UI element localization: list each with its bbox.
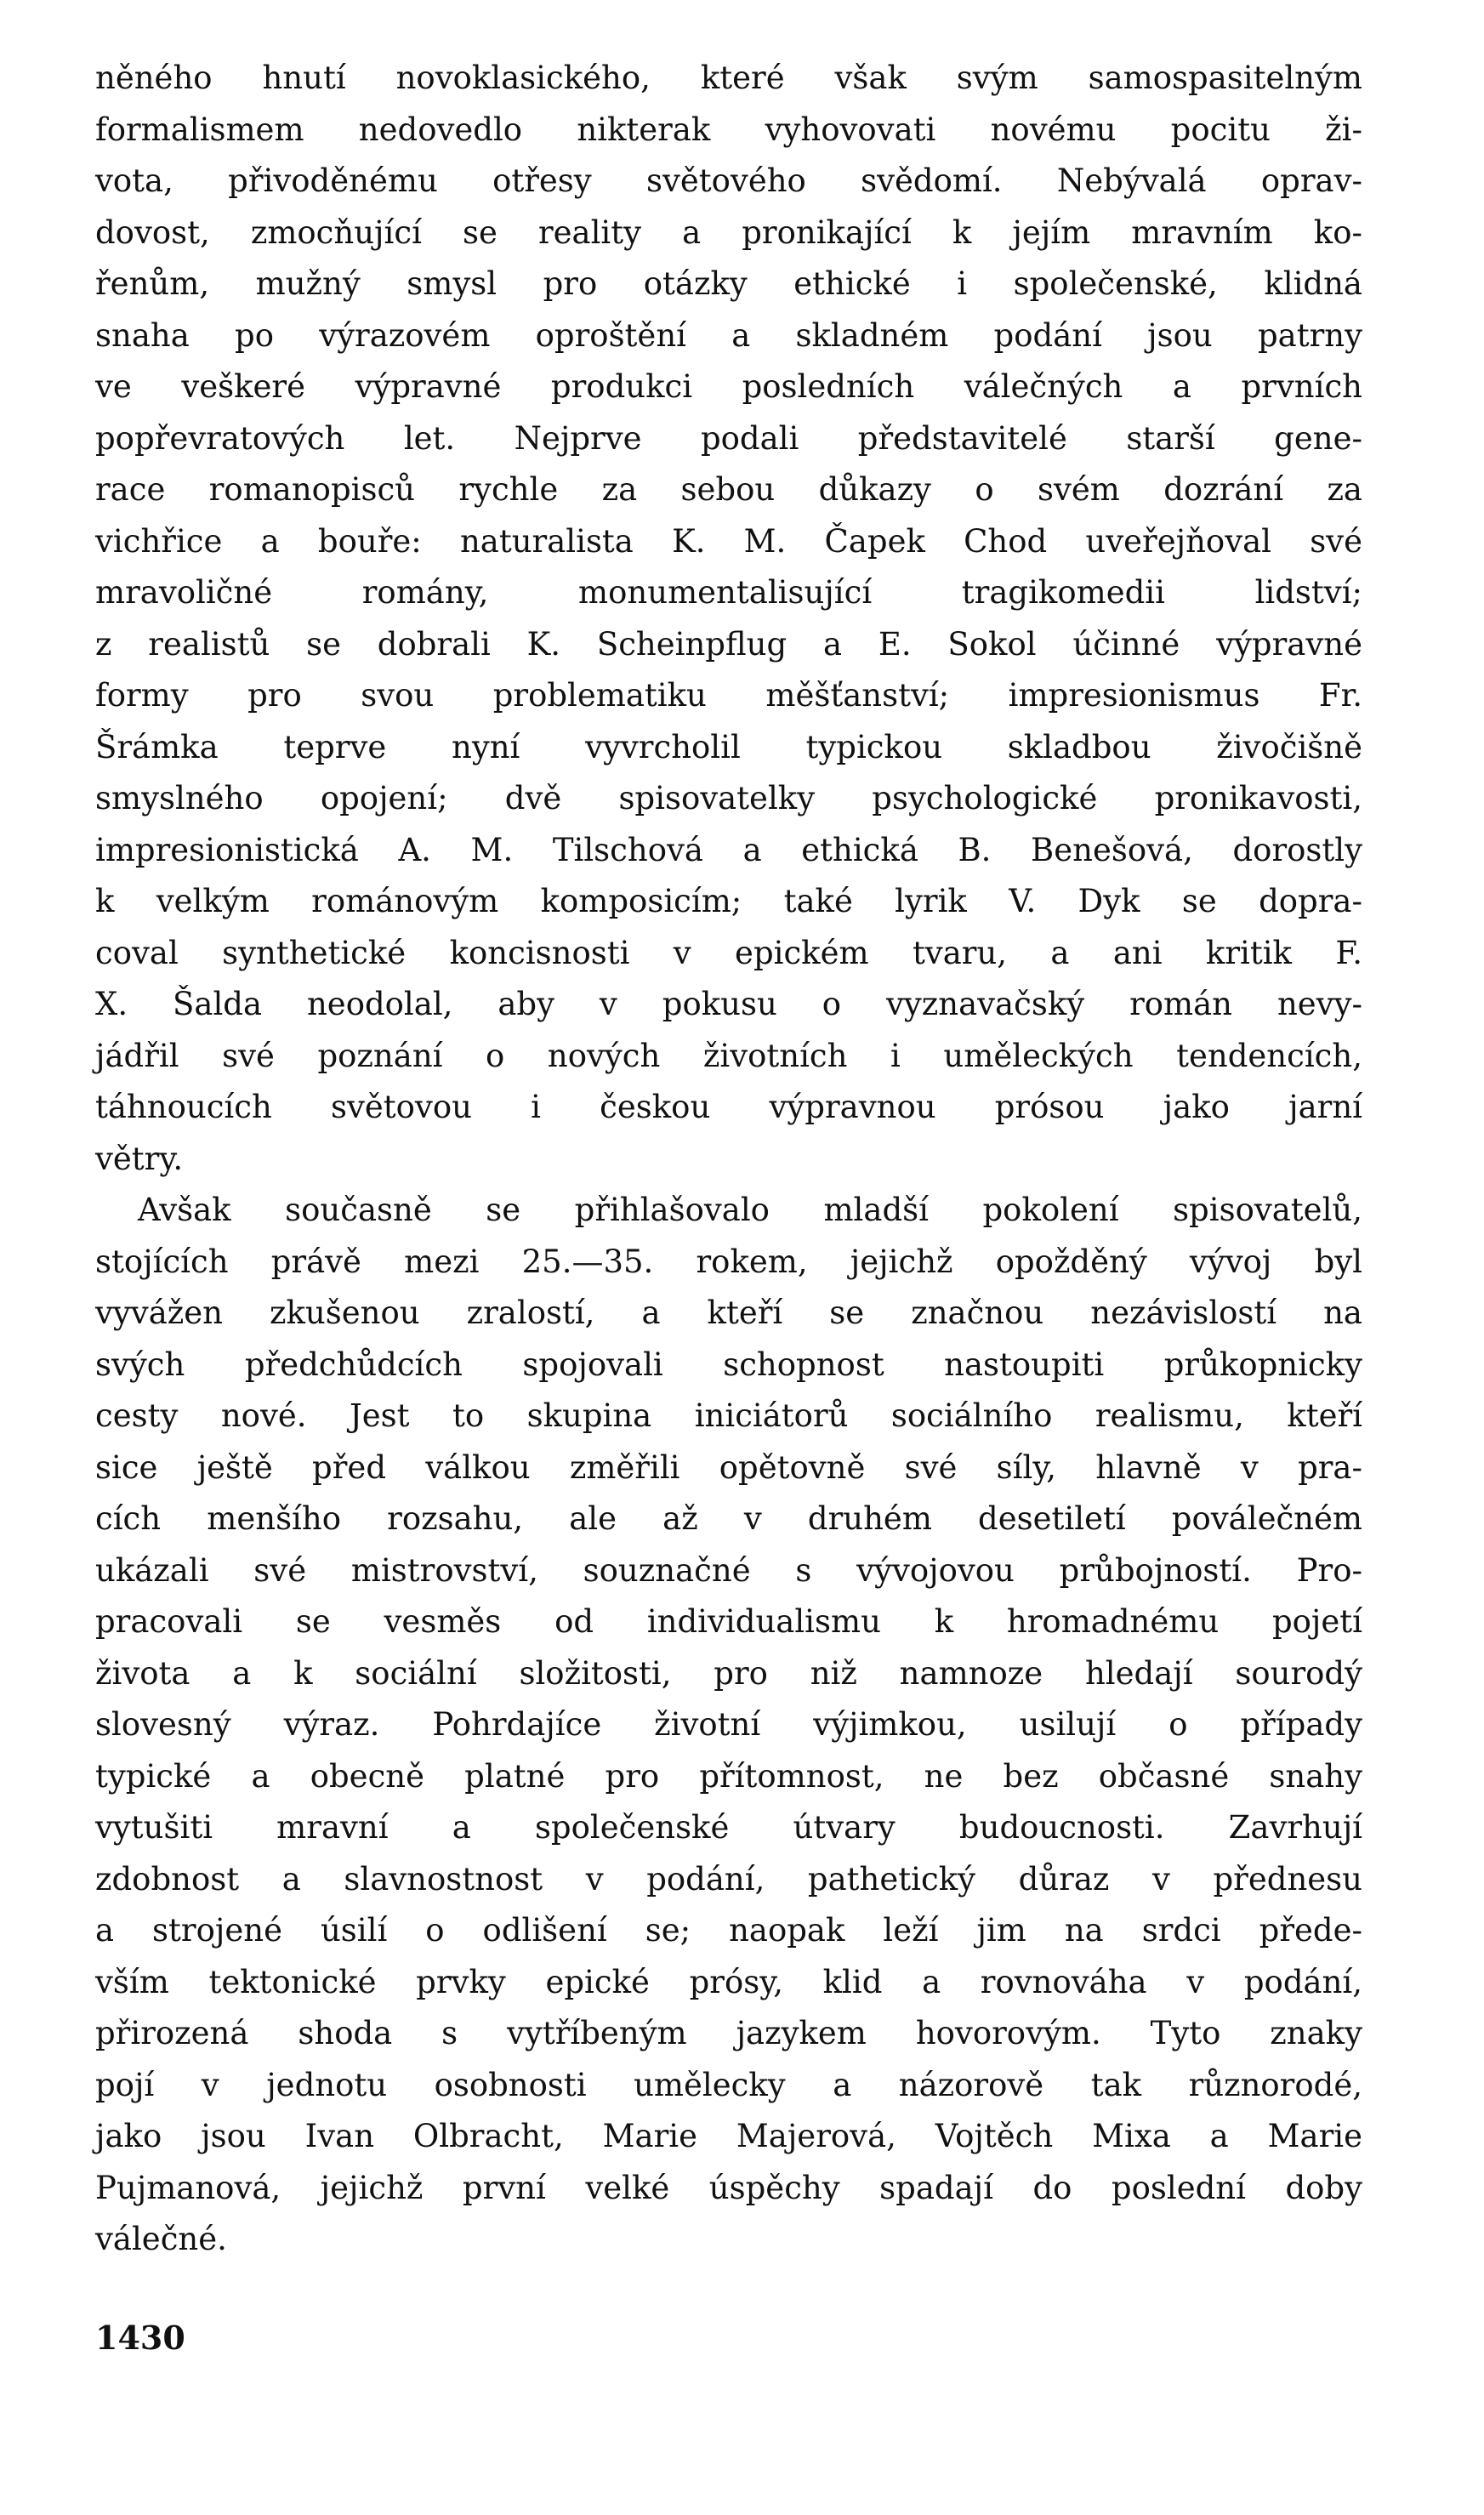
text-line: svých předchůdcích spojovali schopnost nastoupiti průkopnicky bbox=[95, 1346, 1362, 1383]
text-line: z realistů se dobrali K. Scheinpflug a E. Sokol účinné výpravné bbox=[95, 625, 1362, 663]
body-text bbox=[95, 53, 1362, 2266]
text-line: táhnoucích světovou i českou výpravnou prósou jako jarní bbox=[95, 1089, 1362, 1125]
text-line: vichřice a bouře: naturalista K. M. Čapek Chod uveřejňoval své bbox=[95, 522, 1362, 560]
text-line: smyslného opojení; dvě spisovatelky psychologické pronikavosti, bbox=[95, 780, 1362, 817]
text-line: Avšak současně se přihlašovalo mladší pokolení spisovatelů, bbox=[138, 1192, 1362, 1228]
paragraph bbox=[95, 53, 1362, 1185]
text-line: vytušiti mravní a společenské útvary budoucnosti. Zavrhují bbox=[95, 1809, 1362, 1846]
text-line: válečné. bbox=[95, 2221, 227, 2257]
text-line: pracovali se vesměs od individualismu k hromadnému pojetí bbox=[95, 1603, 1362, 1640]
text-line: vším tektonické prvky epické prósy, klid a rovnováha v podání, bbox=[95, 1963, 1362, 2000]
text-line: jádřil své poznání o nových životních i uměleckých tendencích, bbox=[95, 1037, 1362, 1074]
text-line: formalismem nedovedlo nikterak vyhovovati novému pocitu ži- bbox=[95, 111, 1362, 148]
page-number: 1430 bbox=[95, 2319, 185, 2357]
text-line: sice ještě před válkou změřili opětovně své síly, hlavně v pra- bbox=[95, 1448, 1362, 1486]
text-line: race romanopisců rychle za sebou důkazy o svém dozrání za bbox=[95, 471, 1362, 508]
text-line: stojících právě mezi 25.—35. rokem, jejichž opožděný vývoj byl bbox=[95, 1243, 1362, 1280]
text-line: cích menšího rozsahu, ale až v druhém desetiletí poválečném bbox=[95, 1500, 1362, 1537]
text-line: řenům, mužný smysl pro otázky ethické i společenské, klidná bbox=[95, 265, 1362, 302]
text-line: dovost, zmocňující se reality a pronikající k jejím mravním ko- bbox=[95, 213, 1362, 251]
text-line: něného hnutí novoklasického, které však svým samospasitelným bbox=[95, 60, 1362, 96]
text-line: cesty nové. Jest to skupina iniciátorů sociálního realismu, kteří bbox=[95, 1397, 1362, 1434]
text-line: vyvážen zkušenou zralostí, a kteří se značnou nezávislostí na bbox=[95, 1294, 1362, 1331]
text-line: slovesný výraz. Pohrdajíce životní výjimkou, usilují o případy bbox=[95, 1706, 1362, 1743]
text-line: ukázali své mistrovství, souznačné s vývojovou průbojností. Pro- bbox=[95, 1551, 1362, 1589]
text-line: Šrámka teprve nyní vyvrcholil typickou skladbou živočišně bbox=[95, 728, 1362, 765]
text-line: k velkým románovým komposicím; také lyrik V. Dyk se dopra- bbox=[95, 883, 1362, 919]
paragraph bbox=[95, 1185, 1362, 2266]
text-line: coval synthetické koncisnosti v epickém tvaru, a ani kritik F. bbox=[95, 934, 1362, 971]
text-line: vota, přivoděnému otřesy světového svědomí. Nebývalá oprav- bbox=[95, 162, 1362, 199]
text-line: X. Šalda neodolal, aby v pokusu o vyznavačský román nevy- bbox=[95, 986, 1362, 1022]
text-line: popřevratových let. Nejprve podali představitelé starší gene- bbox=[95, 419, 1362, 457]
text-line: a strojené úsilí o odlišení se; naopak leží jim na srdci přede- bbox=[95, 1912, 1362, 1949]
text-line: Pujmanová, jejichž první velké úspěchy spadají do poslední doby bbox=[95, 2169, 1362, 2206]
text-line: ve veškeré výpravné produkci posledních válečných a prvních bbox=[95, 368, 1362, 405]
text-line: impresionistická A. M. Tilschová a ethická B. Benešová, dorostly bbox=[95, 831, 1362, 868]
text-line: typické a obecně platné pro přítomnost, ne bez občasné snahy bbox=[95, 1757, 1362, 1795]
text-line: jako jsou Ivan Olbracht, Marie Majerová, Vojtěch Mixa a Marie bbox=[95, 2118, 1362, 2154]
text-line: přirozená shoda s vytříbeným jazykem hovorovým. Tyto znaky bbox=[95, 2015, 1362, 2051]
text-line: větry. bbox=[95, 1140, 184, 1177]
text-line: zdobnost a slavnostnost v podání, pathetický důraz v přednesu bbox=[95, 1860, 1362, 1898]
text-line: snaha po výrazovém oproštění a skladném podání jsou patrny bbox=[95, 316, 1362, 354]
text-line: formy pro svou problematiku měšťanství; impresionismus Fr. bbox=[95, 677, 1362, 714]
text-line: mravoličné romány, monumentalisující tragikomedii lidství; bbox=[95, 574, 1362, 611]
text-line: života a k sociální složitosti, pro niž namnoze hledají sourodý bbox=[95, 1654, 1362, 1692]
text-line: pojí v jednotu osobnosti umělecky a názorově tak různorodé, bbox=[95, 2066, 1362, 2103]
